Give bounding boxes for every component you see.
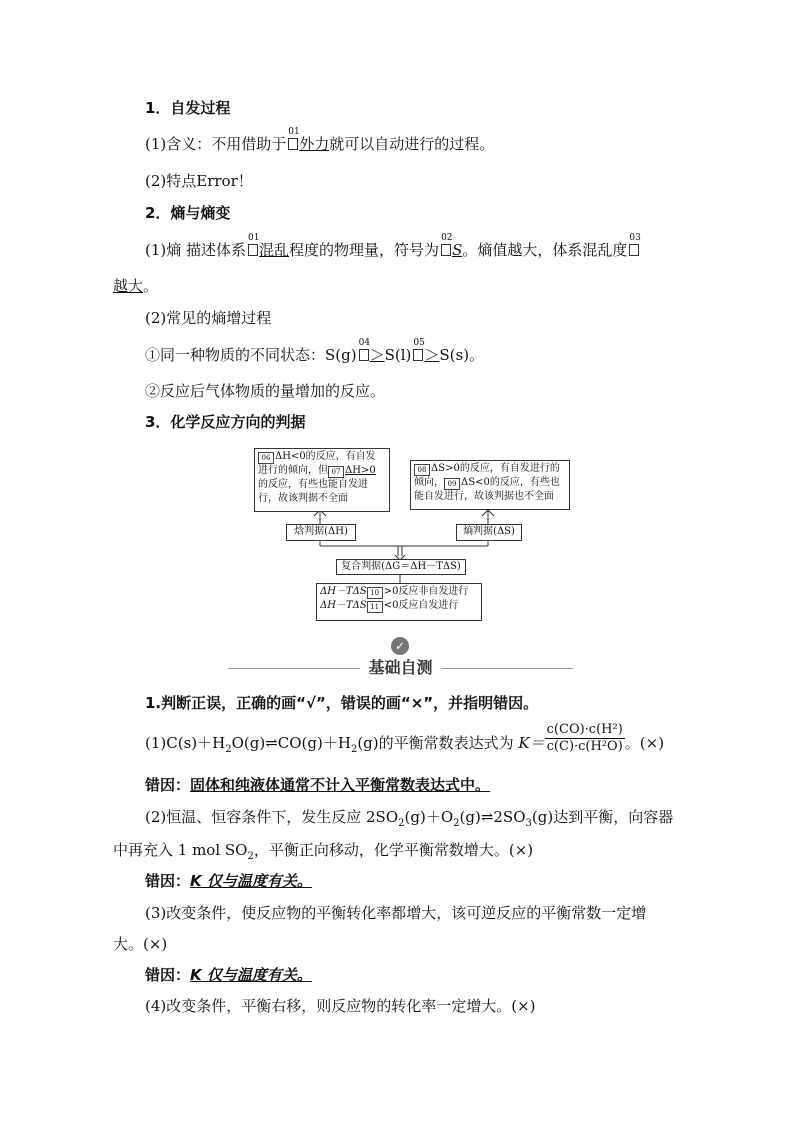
text: 。 — [143, 277, 159, 295]
blank-marker-icon: 06 — [258, 452, 274, 464]
answer-blank: 混乱 — [259, 241, 290, 259]
answer-blank: ＞ — [369, 346, 385, 364]
error-label: 错因： — [145, 776, 191, 794]
error-reason: 固体和纯液体通常不计入平衡常数表达式中。 — [190, 776, 491, 794]
question-3-line2: 大。(×) — [113, 935, 168, 953]
entropy-note-box — [410, 460, 570, 510]
answer-blank: S — [452, 241, 463, 259]
subscript: 2 — [247, 851, 254, 862]
composite-criterion-box: 复合判据(ΔG＝ΔH－TΔS) — [336, 559, 466, 575]
error-label: 错因： — [145, 966, 191, 984]
text: (g)的平衡常数表达式为 — [357, 734, 514, 752]
text: 倾向， — [414, 477, 444, 488]
equilibrium-fraction — [545, 722, 625, 755]
enthalpy-criterion-box: 焓判据(ΔH) — [286, 524, 356, 541]
text: (2)恒温、恒容条件下，发生反应 2SO — [145, 808, 399, 826]
blank-marker-icon: 10 — [367, 587, 383, 599]
answer-blank: ΔH>0 — [345, 465, 376, 476]
blank-marker-icon: 07 — [328, 466, 344, 478]
subscript: 2 — [398, 818, 405, 829]
text: ΔS<0的反应，有些也 — [461, 477, 560, 488]
question-3-line1: (3)改变条件，使反应物的平衡转化率都增大，该可逆反应的平衡常数一定增 — [145, 904, 647, 922]
equilibrium-arrow-icon: ⇌ — [480, 808, 494, 826]
text: ΔS>0的反应，有自发进行的 — [431, 463, 560, 474]
section2-title: 2．熵与熵变 — [145, 204, 231, 222]
subscript: 2 — [350, 744, 358, 755]
text: S(s)。 — [439, 346, 485, 364]
answer-blank: 越大 — [113, 277, 144, 295]
banner-title: 基础自测 — [368, 658, 433, 677]
section-banner — [228, 637, 573, 681]
blank-marker-icon: 03 — [629, 244, 639, 256]
text: ，平衡正向移动，化学平衡常数增大。(×) — [253, 841, 534, 859]
text: 能自发进行，故该判据也不全面 — [414, 491, 554, 502]
section2-line1-cont — [113, 276, 158, 296]
section2-line4: ②反应后气体物质的量增加的反应。 — [145, 382, 386, 400]
text: ΔH－TΔS — [320, 586, 367, 597]
error-label: 错因： — [145, 872, 191, 890]
text: 进行的倾向，但 — [258, 465, 328, 476]
text: 中再充入 1 mol SO — [113, 841, 248, 859]
blank-marker-icon: 09 — [444, 478, 460, 490]
error-3 — [145, 965, 312, 985]
fraction-numerator: c(CO)·c(H²) — [546, 721, 623, 737]
text: 行，故该判据不全面 — [258, 493, 348, 504]
criteria-diagram — [250, 448, 570, 623]
question-intro: 1.判断正误，正确的画“√”，错误的画“×”，并指明错因。 — [145, 694, 539, 712]
section2-line3 — [145, 338, 485, 365]
answer-blank: ＞ — [424, 346, 440, 364]
subscript: 2 — [453, 818, 460, 829]
text: CO(g)＋H — [277, 734, 351, 752]
blank-marker-icon: 02 — [441, 244, 451, 256]
text: <0反应自发进行 — [383, 600, 459, 611]
text: (1)C(s)＋H — [145, 734, 226, 752]
text: ΔH<0的反应，有自发 — [275, 451, 376, 462]
entropy-criterion-box: 熵判据(ΔS) — [456, 524, 522, 541]
text: (g) — [459, 808, 481, 826]
question-2-line1 — [145, 807, 673, 834]
text: S(l) — [384, 346, 412, 364]
text: 就可以自动进行的过程。 — [329, 135, 495, 153]
text: (g)＋O — [404, 808, 454, 826]
text: 。(×) — [624, 734, 665, 752]
text: 的反应，有些也能自发进 — [258, 479, 368, 490]
divider-right — [441, 668, 573, 669]
question-1 — [145, 721, 665, 760]
equilibrium-arrow-icon: ⇌ — [265, 734, 278, 752]
divider-left — [228, 668, 360, 669]
blank-marker-icon: 04 — [359, 349, 369, 361]
blank-marker-icon: 01 — [288, 138, 298, 150]
text: >0反应非自发进行 — [383, 586, 469, 597]
subscript: 2 — [225, 744, 232, 755]
section2-line1 — [145, 233, 641, 260]
text: O(g) — [231, 734, 266, 752]
blank-marker-icon: 11 — [367, 601, 383, 613]
blank-marker-icon: 05 — [413, 349, 423, 361]
subscript: 3 — [525, 818, 532, 829]
blank-marker-icon: 08 — [414, 464, 430, 476]
text: 2SO — [493, 808, 526, 826]
error-reason: K 仅与温度有关。 — [190, 966, 312, 984]
error-2 — [145, 871, 312, 891]
section2-line2: (2)常见的熵增过程 — [145, 309, 272, 327]
blank-marker-icon: 01 — [248, 244, 258, 256]
section1-line2: (2)特点Error！ — [145, 172, 253, 190]
text: ΔH－TΔS — [320, 600, 367, 611]
section1-line1 — [145, 127, 495, 154]
section1-title: 1．自发过程 — [145, 99, 231, 117]
text: ①同一种物质的不同状态：S(g) — [145, 346, 357, 364]
question-4: (4)改变条件，平衡右移，则反应物的转化率一定增大。(×) — [145, 997, 536, 1015]
error-reason: K 仅与温度有关。 — [190, 872, 312, 890]
result-box — [316, 583, 482, 621]
text: (g)达到平衡，向容器 — [531, 808, 674, 826]
answer-blank: 外力 — [299, 135, 330, 153]
text: (1)熵 描述体系 — [145, 241, 247, 259]
text: (1)含义：不用借助于 — [145, 135, 287, 153]
text: 程度的物理量，符号为 — [289, 241, 440, 259]
fraction-denominator: c(C)·c(H²O) — [546, 738, 623, 754]
k-symbol: K＝ — [518, 734, 545, 752]
question-2-line2 — [113, 840, 533, 867]
error-1 — [145, 775, 490, 795]
section3-title: 3．化学反应方向的判据 — [145, 413, 306, 431]
text: 。熵值越大，体系混乱度 — [462, 241, 628, 259]
check-icon: ✓ — [391, 637, 409, 655]
enthalpy-note-box — [254, 448, 390, 512]
